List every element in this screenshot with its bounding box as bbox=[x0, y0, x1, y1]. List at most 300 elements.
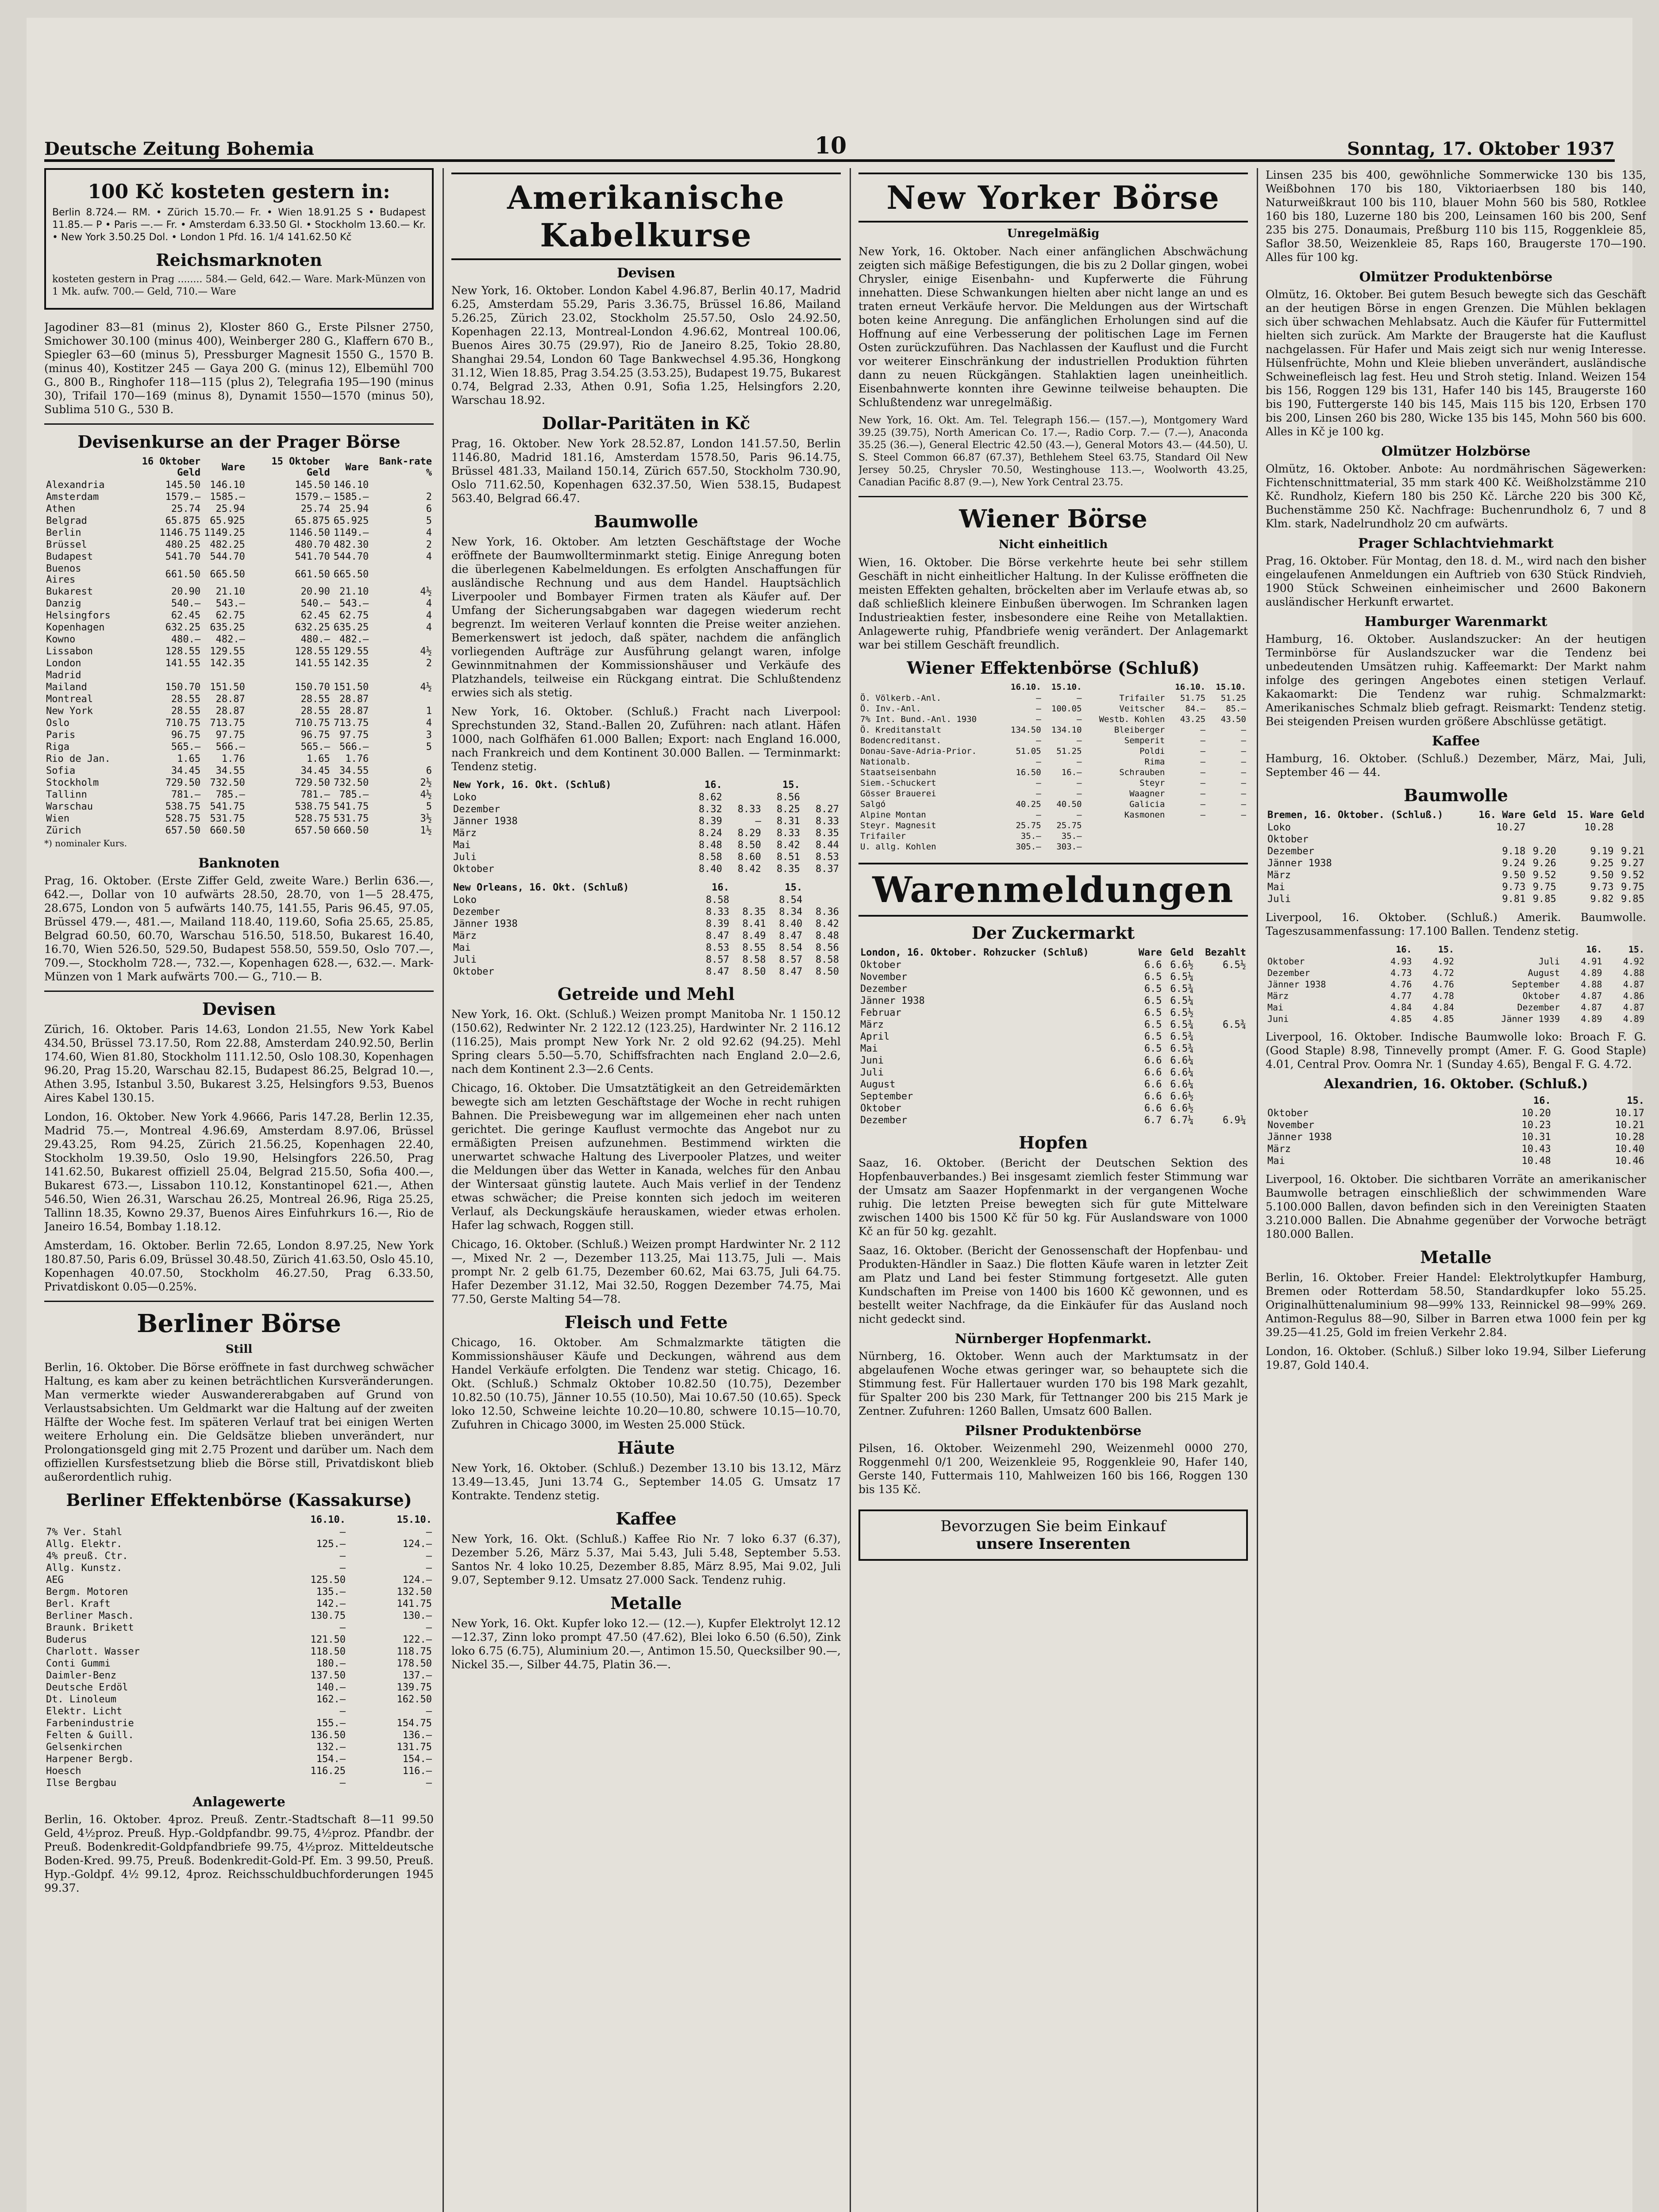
table-row bbox=[858, 1019, 1248, 1031]
table-cell: Steyr bbox=[1139, 778, 1165, 788]
table-cell bbox=[1195, 1102, 1248, 1114]
table-row bbox=[44, 1741, 434, 1753]
table-cell: 28.55 bbox=[171, 694, 201, 705]
table-cell: 6.5¼ bbox=[1170, 995, 1194, 1006]
table-cell bbox=[370, 693, 434, 705]
table-cell: 566.— bbox=[216, 741, 245, 753]
table-cell: 4.85 bbox=[1432, 1014, 1454, 1024]
table-row bbox=[858, 971, 1248, 983]
table-cell: 1.76 bbox=[221, 753, 245, 764]
table-cell: 9.73 bbox=[1502, 882, 1526, 893]
column-header bbox=[44, 1513, 261, 1526]
table-row bbox=[44, 1526, 434, 1538]
masthead bbox=[44, 133, 1615, 162]
table-cell: 544.70 bbox=[333, 551, 369, 562]
table-cell: 20.90 bbox=[171, 586, 201, 597]
table-cell: 9.85 bbox=[1532, 894, 1556, 905]
table-cell: 660.50 bbox=[333, 825, 369, 836]
table-cell: Kopenhagen bbox=[46, 622, 105, 633]
table-cell: 4.92 bbox=[1432, 956, 1454, 967]
column-header bbox=[858, 681, 1002, 693]
divider bbox=[858, 496, 1248, 497]
table-cell: 8.47 bbox=[779, 930, 803, 941]
table-cell: Dezember bbox=[1517, 1002, 1560, 1013]
column-header: 15. bbox=[1627, 1095, 1644, 1106]
section-title: Nürnberger Hopfenmarkt. bbox=[955, 1331, 1152, 1347]
section-title: Der Zuckermarkt bbox=[971, 923, 1135, 943]
table-cell: 132.— bbox=[316, 1742, 346, 1753]
table-cell: 4.89 bbox=[1581, 1014, 1602, 1024]
table-cell: 6.6 bbox=[1144, 1079, 1162, 1090]
table-cell: Oktober bbox=[453, 864, 494, 875]
paragraph: Olmütz, 16. Oktober. Bei gutem Besuch bewegte sich das Geschäft an der heutigen Börse in engen Grenzen. Die Mühlen beklagen sich über schwachen Mehlabsatz. Auch die Käufer für Futtermittel hielten sich zurück. Am Markte der Braugerste hat die Kauflust nachgelassen. Für Hafer und Mais zeigt sich nur wenig Interesse. Hülsenfrüchte, Mohn und Kleie blieben unverändert, ausländische Schweinefleisch lag fest. Heu und Stroh stetig. Inland. Weizen 154 bis 156, Roggen 129 bis 131, Hafer 140 bis 145, Braugerste 160 bis 190, Futtergerste 140 bis 145, Mais 115 bis 120, Erbsen 170 bis 200, Linsen 260 bis 280, Wicke 135 bis 145, Mohn 560 bis 600. Alles in Kč je 100 kg. bbox=[1266, 288, 1646, 438]
table-cell: Mai bbox=[860, 1043, 878, 1054]
table-cell: 6.5 bbox=[1144, 983, 1162, 995]
table-row bbox=[858, 725, 1248, 735]
table-cell: November bbox=[1267, 1120, 1314, 1131]
bremen-table bbox=[1266, 809, 1646, 905]
table-cell: 25.75 bbox=[1016, 821, 1041, 830]
table-cell: 10.31 bbox=[1521, 1132, 1551, 1143]
table-row bbox=[1266, 1143, 1646, 1155]
paragraph: Prag, 16. Oktober. New York 28.52.87, London 141.57.50, Berlin 1146.80, Madrid 181.16, Amsterdam 1578.50, Paris 96.14.75, Brüssel 481.33, Mailand 150.14, Zürich 657.50, Stockholm 730.90, Oslo 711.62.50, Kopenhagen 632.37.50, Wien 538.15, Budapest 563.40, Belgrad 66.47. bbox=[451, 437, 841, 505]
table-cell: Budapest bbox=[46, 551, 93, 562]
column-header: 16.10. bbox=[310, 1514, 346, 1525]
table-cell: 62.75 bbox=[216, 610, 245, 621]
paragraph: Zürich, 16. Oktober. Paris 14.63, London 21.55, New York Kabel 434.50, Brüssel 73.17.50, Rom 22.88, Amsterdam 240.92.50, Berlin 174.60, Wien 81.80, Stockholm 111.12.50, Oslo 108.30, Kopenhagen 96.20, Prag 15.20, Warschau 82.15, Budapest 86.25, Belgrad 10.—, Athen 3.95, Istanbul 3.50, Bukarest 3.25, Helsingfors 9.53, Buenos Aires Kabel 130.15. bbox=[44, 1023, 434, 1104]
table-cell: Brüssel bbox=[46, 539, 87, 550]
table-cell: Buderus bbox=[46, 1634, 87, 1645]
table-row bbox=[44, 479, 434, 491]
table-cell: 25.74 bbox=[171, 503, 201, 515]
table-cell: 660.50 bbox=[210, 825, 245, 836]
table-cell: 8.33 bbox=[816, 816, 839, 827]
table-cell: 9.18 bbox=[1502, 846, 1526, 857]
table-cell: 7% Ver. Stahl bbox=[46, 1527, 123, 1538]
table-cell bbox=[1207, 820, 1248, 831]
section-subtitle: Unregelmäßig bbox=[1007, 227, 1100, 240]
table-cell: Dezember bbox=[453, 906, 500, 918]
table-cell: 4 bbox=[426, 527, 432, 538]
table-cell: 10.46 bbox=[1615, 1156, 1644, 1167]
paragraph: New York, 16. Oktober. London Kabel 4.96.87, Berlin 40.17, Madrid 6.25, Amsterdam 55.29, Paris 3.36.75, Brüssel 16.86, Mailand 5.26.25, Zürich 23.02, Stockholm 25.57.50, Oslo 24.92.50, Kopenhagen 22.13, Montreal-London 4.96.62, Montreal 100.06, Buenos Aires 30.75 (29.97), Rio de Janeiro 8.25, Tokio 28.80, Shanghai 29.54, London 60 Tage Bankwechsel 4.95.36, Hongkong 31.12, Wien 18.85, Prag 3.54.25 (3.53.25), Budapest 19.75, Bukarest 0.74, Belgrad 2.33, Athen 0.91, Sofia 1.25, Helsingfors 2.20, Warschau 18.92. bbox=[451, 284, 841, 407]
table-cell: 9.81 bbox=[1502, 894, 1526, 905]
table-row bbox=[44, 717, 434, 729]
paragraph: Berlin, 16. Oktober. Die Börse eröffnete in fast durchweg schwächer Haltung, es kam aber zu keinen beträchtlichen Kursveränderungen. Man vermerkte wieder Auswandererabgaben auf Grund von Verlaustsabsichten. Um Geldmarkt war die Haltung auf der zweiten Hälfte der Woche fest. Im späteren Verlauf trat bei einigen Werten weitere Erholung ein. Die Geldsätze blieben unverändert, nur Prolongationsgeld ging mit 2.75 Prozent und darüber um. Nach dem offiziellen Kursfestsetzung blieb die Börse still, Privatdiskont blieb außerordentlich ruhig. bbox=[44, 1361, 434, 1483]
table-cell: Stockholm bbox=[46, 777, 99, 788]
table-cell bbox=[1166, 831, 1207, 841]
table-cell: 129.55 bbox=[210, 646, 245, 657]
table-row bbox=[44, 825, 434, 837]
table-header-row bbox=[1266, 943, 1646, 956]
table-cell: 141.55 bbox=[165, 658, 201, 669]
table-cell: — bbox=[1241, 778, 1246, 788]
section-subtitle: Nicht einheitlich bbox=[998, 538, 1108, 551]
table-cell: 9.73 bbox=[1590, 882, 1614, 893]
table-cell: 6.6½ bbox=[1170, 1103, 1194, 1114]
table-cell: Riga bbox=[46, 741, 69, 753]
table-cell bbox=[1558, 833, 1616, 845]
table-cell: 28.55 bbox=[300, 706, 330, 717]
table-cell: 10.20 bbox=[1521, 1108, 1551, 1119]
column-header: 16. bbox=[704, 780, 722, 791]
table-row bbox=[44, 1729, 434, 1741]
table-cell: — bbox=[1077, 714, 1082, 724]
table-row bbox=[858, 1055, 1248, 1067]
table-body bbox=[44, 479, 434, 837]
table-cell: 28.55 bbox=[300, 694, 330, 705]
table-cell: Kowno bbox=[46, 634, 76, 645]
paragraph: Hamburg, 16. Oktober. (Schluß.) Dezember, März, Mai, Juli, September 46 — 44. bbox=[1266, 752, 1646, 779]
column-header: 16.10. bbox=[1175, 682, 1206, 692]
table-cell: — bbox=[1200, 778, 1206, 788]
table-cell: 154.75 bbox=[396, 1718, 432, 1729]
section-title: Metalle bbox=[1420, 1247, 1492, 1267]
table-cell: 10.17 bbox=[1615, 1108, 1644, 1119]
table-cell: 6.5 bbox=[1144, 1043, 1162, 1054]
table-cell: Allg. Elektr. bbox=[46, 1539, 123, 1550]
column-header bbox=[804, 881, 841, 894]
table-cell: Juli bbox=[453, 954, 477, 965]
table-cell: 34.55 bbox=[339, 765, 369, 776]
table-cell: — bbox=[1200, 736, 1206, 745]
table-cell: 8.54 bbox=[779, 895, 803, 906]
table-cell: 7% Int. Bund.-Anl. 1930 bbox=[860, 714, 977, 724]
paragraph: New York, 16. Oktober. (Schluß.) Dezember 13.10 bis 13.12, März 13.49—13.45, Juni 13.74 G., September 14.05 G. Umsatz 17 Kontrakte. Tendenz stetig. bbox=[451, 1462, 841, 1502]
table-cell: 2 bbox=[426, 539, 432, 550]
table-row bbox=[451, 839, 841, 851]
table-row bbox=[44, 551, 434, 563]
paragraph: Liverpool, 16. Oktober. Die sichtbaren Vorräte an amerikanischer Baumwolle betragen einschließlich der schwimmenden Ware 5.100.000 Ballen, davon befinden sich in den Vereinigten Staaten 3.210.000 Ballen. Die Abnahme gegenüber der Vorwoche beträgt 180.000 Ballen. bbox=[1266, 1173, 1646, 1240]
table-cell: 480.— bbox=[171, 634, 201, 645]
table-cell: 9.27 bbox=[1621, 858, 1644, 869]
table-cell: — bbox=[1200, 768, 1206, 777]
table-cell: 51.25 bbox=[1056, 746, 1082, 756]
table-cell: 124.— bbox=[402, 1539, 432, 1550]
table-row bbox=[44, 491, 434, 503]
table-cell bbox=[247, 669, 332, 681]
table-cell: 729.50 bbox=[165, 777, 201, 788]
table-cell: 28.87 bbox=[339, 694, 369, 705]
column-3 bbox=[858, 168, 1248, 2212]
table-cell: 4 bbox=[426, 598, 432, 609]
table-cell: 6.5¼ bbox=[1170, 972, 1194, 983]
table-cell bbox=[117, 669, 202, 681]
table-row bbox=[1266, 893, 1646, 905]
table-body bbox=[1266, 1107, 1646, 1167]
table-cell: 6.5 bbox=[1144, 1019, 1162, 1030]
table-cell: 635.25 bbox=[210, 622, 245, 633]
table-cell: 62.45 bbox=[171, 610, 201, 621]
table-cell: — bbox=[1036, 810, 1041, 820]
column-header: 15.10. bbox=[1216, 682, 1246, 692]
table-cell: 482.— bbox=[339, 634, 369, 645]
table-cell: 6.5¾ bbox=[1170, 983, 1194, 995]
paragraph: New York, 16. Oktober. Nach einer anfänglichen Abschwächung zeigten sich mäßige Befestigungen, die bis zu 2 Dollar gingen, wobei Chrysler, einige Eisenbahn- und Kupferwerte die Führung innehatten. Diese Schwankungen hielten aber nicht lange an und es traten erneut Verkäufe hervor. Die Meldungen aus der Wirtschaft boten keine Anregung. Die anfänglichen Erholungen sind auf die Hoffnung auf eine Verbesserung der politischen Lage im Fernen Osten zurückzuführen. Das Nachlassen der Kauflust und die Furcht vor weiterer Einschränkung der industriellen Produktion führten dann zu neuen Rückgängen. Stahlaktien lagen uneinheitlich. Eisenbahnwerte konnten ihre Gewinne teilweise behaupten. Die Schlußtendenz war unregelmäßig. bbox=[858, 245, 1248, 409]
banner-line: unsere Inserenten bbox=[976, 1535, 1131, 1553]
table-cell: 8.33 bbox=[737, 804, 761, 815]
table-cell: April bbox=[860, 1031, 890, 1042]
table-row bbox=[858, 995, 1248, 1007]
table-cell: 2 bbox=[426, 658, 432, 669]
table-cell: Gösser Brauerei bbox=[860, 789, 936, 799]
table-cell: 8.56 bbox=[776, 792, 800, 803]
table-row bbox=[1266, 990, 1646, 1002]
table-cell: 34.45 bbox=[300, 765, 330, 776]
table-cell bbox=[1195, 995, 1248, 1007]
table-cell: — bbox=[1200, 810, 1206, 820]
paragraph: Prag, 16. Oktober. Für Montag, den 18. d. M., wird nach den bisher eingelaufenen Anmeldungen ein Auftrieb von 630 Stück Rindvieh, 1900 Stück Schweinen einheimischer und 2600 Bakonern ausländischer Herkunft erwartet. bbox=[1266, 554, 1646, 608]
paragraph: Berlin, 16. Oktober. 4proz. Preuß. Zentr.-Stadtschaft 8—11 99.50 Geld, 4½proz. Preuß. Hyp.-Goldpfandbr. 99.75, 4½proz. Pfandbr. der Preuß. Bodenkredit-Goldpfandbriefe 99.75, 4½proz. Mitteldeutsche Boden-Kred. 99.75, Preuß. Bodenkredit-Gold-Pf. Em. 3 99.50, Preuß. Hyp.-Goldpf. 4½ 99.12, 4proz. Reichsschuldbuchforderungen 1945 99.37. bbox=[44, 1813, 434, 1894]
table-cell: 139.75 bbox=[396, 1682, 432, 1693]
table-cell: — bbox=[426, 1622, 432, 1633]
table-row bbox=[44, 1694, 434, 1705]
table-cell: 9.24 bbox=[1502, 858, 1526, 869]
market-report: Jagodiner 83—81 (minus 2), Kloster 860 G., Erste Pilsner 2750, Smichower 30.100 (minus 400), Weinberger 280 G., Klaffern 670 B., Spiegler 63—60 (minus 5), Pressburger Magnesit 1550 G., 1570 B. (minus 40), Kostitzer 245 — Gaya 200 G. (minus 12), Elbemühl 700 G., 800 B., Ringhofer 118—115 (plus 2), Telegrafia 195—190 (minus 30), Trifail 170—169 (minus 8), Dynamit 1550—1570 (minus 50), Sublima 510 G., 530 B. bbox=[44, 321, 434, 416]
table-cell: 635.25 bbox=[333, 622, 369, 633]
table-row bbox=[451, 827, 841, 839]
table-cell: 8.58 bbox=[742, 954, 766, 965]
table-cell: 1579.— bbox=[165, 492, 201, 503]
table-cell: — bbox=[755, 816, 761, 827]
table-cell: 8.39 bbox=[706, 918, 730, 929]
table-cell: — bbox=[339, 1778, 346, 1789]
column-header: 16.10. bbox=[1011, 682, 1041, 692]
table-header-row bbox=[1266, 1094, 1646, 1107]
table-cell: 6.5½ bbox=[1170, 1007, 1194, 1018]
table-cell: März bbox=[1267, 991, 1289, 1001]
table-cell: — bbox=[1036, 736, 1041, 745]
table-header-row bbox=[858, 946, 1248, 959]
table-cell: 8.56 bbox=[816, 942, 839, 953]
table-cell: 1 bbox=[426, 706, 432, 717]
table-cell: — bbox=[426, 1551, 432, 1562]
table-cell: 130.75 bbox=[310, 1610, 346, 1621]
table-cell: 1579.— bbox=[295, 492, 330, 503]
table-cell: 4½ bbox=[420, 789, 432, 800]
table-row bbox=[858, 1007, 1248, 1019]
table-row bbox=[1266, 1107, 1646, 1119]
table-row bbox=[1266, 822, 1646, 833]
table-row bbox=[451, 863, 841, 875]
table-cell: — bbox=[1200, 725, 1206, 735]
table-row bbox=[44, 1682, 434, 1694]
table-cell: — bbox=[1200, 799, 1206, 809]
table-cell: 132.50 bbox=[396, 1586, 432, 1598]
table-cell: 25.94 bbox=[339, 503, 369, 515]
table-cell: 6.6 bbox=[1144, 1103, 1162, 1114]
table-cell: 4.87 bbox=[1623, 979, 1644, 990]
table-row bbox=[1266, 1002, 1646, 1013]
table-cell: 8.57 bbox=[706, 954, 730, 965]
table-cell: 51.25 bbox=[1220, 693, 1246, 703]
table-cell: Ilse Bergbau bbox=[46, 1778, 116, 1789]
column-header: New Orleans, 16. Okt. (Schluß) bbox=[453, 882, 629, 893]
table-cell: Lissabon bbox=[46, 646, 93, 657]
table-cell bbox=[1527, 833, 1558, 845]
table-cell: Berliner Masch. bbox=[46, 1610, 134, 1621]
table-cell: 6.6½ bbox=[1170, 960, 1194, 971]
paragraph: New York, 16. Okt. (Schluß.) Kaffee Rio Nr. 7 loko 6.37 (6.37), Dezember 5.26, März 5.37, Mai 5.43, Juli 5.48, September 5.53. Santos Nr. 4 loko 10.25, Dezember 8.85, März 8.95, Mai 9.02, Juli 9.07, September 9.12. Umsatz 27.000 Sack. Tendenz ruhig. bbox=[451, 1532, 841, 1586]
table-cell: New York bbox=[46, 706, 93, 717]
table-cell: März bbox=[1267, 1144, 1291, 1155]
table-cell: 8.60 bbox=[737, 852, 761, 863]
table-cell: 134.10 bbox=[1051, 725, 1082, 735]
advertisement-banner bbox=[858, 1509, 1248, 1561]
table-cell: Veitscher bbox=[1119, 704, 1165, 714]
table-cell: — bbox=[1200, 789, 1206, 799]
table-cell: — bbox=[339, 1563, 346, 1574]
table-cell: 8.49 bbox=[742, 930, 766, 941]
table-cell: 8.39 bbox=[698, 816, 722, 827]
table-cell: Oktober bbox=[1267, 834, 1309, 845]
table-row bbox=[44, 1777, 434, 1789]
paragraph: New York, 16. Okt. Kupfer loko 12.— (12.—), Kupfer Elektrolyt 12.12—12.37, Zinn loko prompt 47.50 (47.62), Blei loko 6.50 (6.50), Zink loko 6.75 (6.75), Aluminium 20.—, Antimon 15.50, Quecksilber 90.—, Nickel 35.—, Silber 44.75, Platin 36.—. bbox=[451, 1617, 841, 1671]
paragraph: Chicago, 16. Oktober. Am Schmalzmarkte tätigten die Kommissionshäuser Käufe und Deckungen, während aus dem Handel Verkäufe erfolgten. Die Tendenz war stetig. Chicago, 16. Okt. (Schluß.) Schmalz Oktober 10.82.50 (10.75), Dezember 10.82.50 (10.75), Jänner 10.55 (10.50), Mai 10.67.50 (10.65). Speck loko 12.50, Schweine leichte 10.20—10.80, schwere 10.15—10.70, Zufuhren in Chicago 3000, im Westen 25.000 Stück. bbox=[451, 1336, 841, 1431]
section-title: Kaffee bbox=[1432, 733, 1480, 749]
table-row bbox=[858, 714, 1248, 725]
table-cell: 141.55 bbox=[295, 658, 330, 669]
table-cell: Farbenindustrie bbox=[46, 1718, 134, 1729]
table-cell: Bergm. Motoren bbox=[46, 1586, 128, 1598]
table-row bbox=[44, 669, 434, 681]
table-cell: 124.— bbox=[402, 1575, 432, 1586]
table-cell: 8.53 bbox=[816, 852, 839, 863]
table-row bbox=[44, 813, 434, 825]
table-row bbox=[44, 1658, 434, 1670]
table-cell: 4½ bbox=[420, 682, 432, 693]
table-cell: 1585.— bbox=[210, 492, 245, 503]
paragraph: Nürnberg, 16. Oktober. Wenn auch der Marktumsatz in der abgelaufenen Woche etwas geringer war, so behauptete sich die Stimmung fest. Für Hallertauer wurden 170 bis 198 Mark gezahlt, für Spalter 200 bis 230 Mark, für Tettnanger 200 bis 215 Mark je Zentner. Zufuhren: 1260 Ballen, Umsatz 600 Ballen. bbox=[858, 1350, 1248, 1417]
column-header: 15. Ware bbox=[1567, 810, 1614, 821]
table-cell: 566.— bbox=[339, 741, 369, 753]
table-cell: — bbox=[426, 1527, 432, 1538]
table-cell: 141.75 bbox=[396, 1598, 432, 1609]
table-cell: 40.25 bbox=[1016, 799, 1041, 809]
table-cell: — bbox=[1036, 789, 1041, 799]
table-cell: Belgrad bbox=[46, 515, 87, 526]
table-cell: 146.10 bbox=[210, 480, 245, 491]
table-cell: Alexandria bbox=[46, 480, 105, 491]
table-cell: 6.6 bbox=[1144, 960, 1162, 971]
column-4 bbox=[1266, 168, 1646, 2212]
column-header: Geld bbox=[1170, 947, 1194, 958]
table-cell: 6.6 bbox=[1144, 1091, 1162, 1102]
table-cell: 713.75 bbox=[210, 718, 245, 729]
table-cell: 8.35 bbox=[776, 864, 800, 875]
table-cell: Galicia bbox=[1129, 799, 1165, 809]
table-cell: 85.— bbox=[1226, 704, 1246, 714]
table-cell: 543.— bbox=[339, 598, 369, 609]
table-row bbox=[44, 1765, 434, 1777]
paragraph: Liverpool, 16. Oktober. Indische Baumwolle loko: Broach F. G. (Good Staple) 8.98, Tinnevelly prompt (Amer. F. G. Good Staple) 4.01, Central Prov. Oomra Nr. 1 (Sunday 4.65), Bengal F. G. 4.72. bbox=[1266, 1030, 1646, 1071]
table-cell: 9.52 bbox=[1621, 870, 1644, 881]
table-row bbox=[451, 851, 841, 863]
section-title: Devisen bbox=[202, 999, 276, 1019]
table-cell: 8.32 bbox=[698, 804, 722, 815]
table-cell: Schrauben bbox=[1119, 768, 1165, 777]
table-cell: 8.58 bbox=[706, 895, 730, 906]
table-row bbox=[44, 1753, 434, 1765]
table-cell: 154.— bbox=[316, 1754, 346, 1765]
table-cell: 632.25 bbox=[165, 622, 201, 633]
table-cell: — bbox=[1241, 736, 1246, 745]
table-cell: 125.— bbox=[316, 1539, 346, 1550]
reichsmark-text: kosteten gestern in Prag ........ 584.— Geld, 642.— Ware. Mark-Münzen von 1 Mk. aufw. 700.— Geld, 710.— Ware bbox=[52, 274, 426, 297]
table-cell: Trifailer bbox=[1119, 693, 1165, 703]
table-cell: Helsingfors bbox=[46, 610, 111, 621]
table-row bbox=[1266, 845, 1646, 857]
table-row bbox=[858, 703, 1248, 714]
table-cell: Buenos Aires bbox=[46, 563, 81, 585]
column-divider bbox=[1257, 168, 1258, 2212]
table-cell: 6.5 bbox=[1144, 1007, 1162, 1018]
table-cell: 657.50 bbox=[295, 825, 330, 836]
table-cell: 8.37 bbox=[816, 864, 839, 875]
table-cell: 118.75 bbox=[396, 1646, 432, 1657]
table-cell: 8.50 bbox=[737, 840, 761, 851]
table-cell: 128.55 bbox=[165, 646, 201, 657]
devisen-table bbox=[44, 455, 434, 837]
section-title: Olmützer Produktenbörse bbox=[1359, 269, 1553, 285]
table-cell: 1149.25 bbox=[204, 527, 245, 538]
table-cell: 6.6 bbox=[1144, 1067, 1162, 1078]
table-cell: 145.50 bbox=[295, 480, 330, 491]
section-title: Devisenkurse an der Prager Börse bbox=[77, 432, 400, 452]
table-row bbox=[451, 803, 841, 815]
table-cell: 541.70 bbox=[295, 551, 330, 562]
table-cell: 540.— bbox=[171, 598, 201, 609]
table-cell: Nationalb. bbox=[860, 757, 911, 767]
table-cell: — bbox=[1036, 693, 1041, 703]
table-cell: 4.73 bbox=[1390, 968, 1412, 978]
table-cell: 116.25 bbox=[310, 1766, 346, 1777]
table-cell: Danzig bbox=[46, 598, 81, 609]
table-cell: 531.75 bbox=[333, 813, 369, 824]
table-cell: 4½ bbox=[420, 586, 432, 597]
table-row bbox=[44, 563, 434, 586]
table-cell: August bbox=[1528, 968, 1560, 978]
table-row bbox=[858, 820, 1248, 831]
table-cell: Steyr. Magnesit bbox=[860, 821, 936, 830]
table-row bbox=[44, 515, 434, 527]
table-cell: März bbox=[1267, 870, 1291, 881]
table-cell: — bbox=[426, 1706, 432, 1717]
table-row bbox=[44, 729, 434, 741]
table-row bbox=[44, 586, 434, 598]
cotton-ny-table bbox=[451, 779, 841, 875]
table-cell: 8.47 bbox=[779, 966, 803, 977]
table-cell: 9.85 bbox=[1621, 894, 1644, 905]
table-cell: Deutsche Erdöl bbox=[46, 1682, 128, 1693]
exchange-box bbox=[44, 168, 434, 310]
table-row bbox=[451, 906, 841, 918]
table-row bbox=[44, 1622, 434, 1634]
table-cell: — bbox=[339, 1622, 346, 1633]
table-cell: Dezember bbox=[453, 804, 500, 815]
table-row bbox=[858, 799, 1248, 810]
column-2 bbox=[451, 168, 841, 2212]
table-row bbox=[1266, 967, 1646, 979]
alexandria-table bbox=[1266, 1094, 1646, 1167]
table-cell: 96.75 bbox=[300, 730, 330, 741]
section-title: Metalle bbox=[610, 1593, 682, 1613]
section-title: Baumwolle bbox=[594, 511, 698, 531]
table-cell: 9.75 bbox=[1621, 882, 1644, 893]
table-cell: Siem.-Schuckert bbox=[860, 778, 936, 788]
table-cell: 8.27 bbox=[816, 804, 839, 815]
table-cell: 4.84 bbox=[1432, 1002, 1454, 1013]
